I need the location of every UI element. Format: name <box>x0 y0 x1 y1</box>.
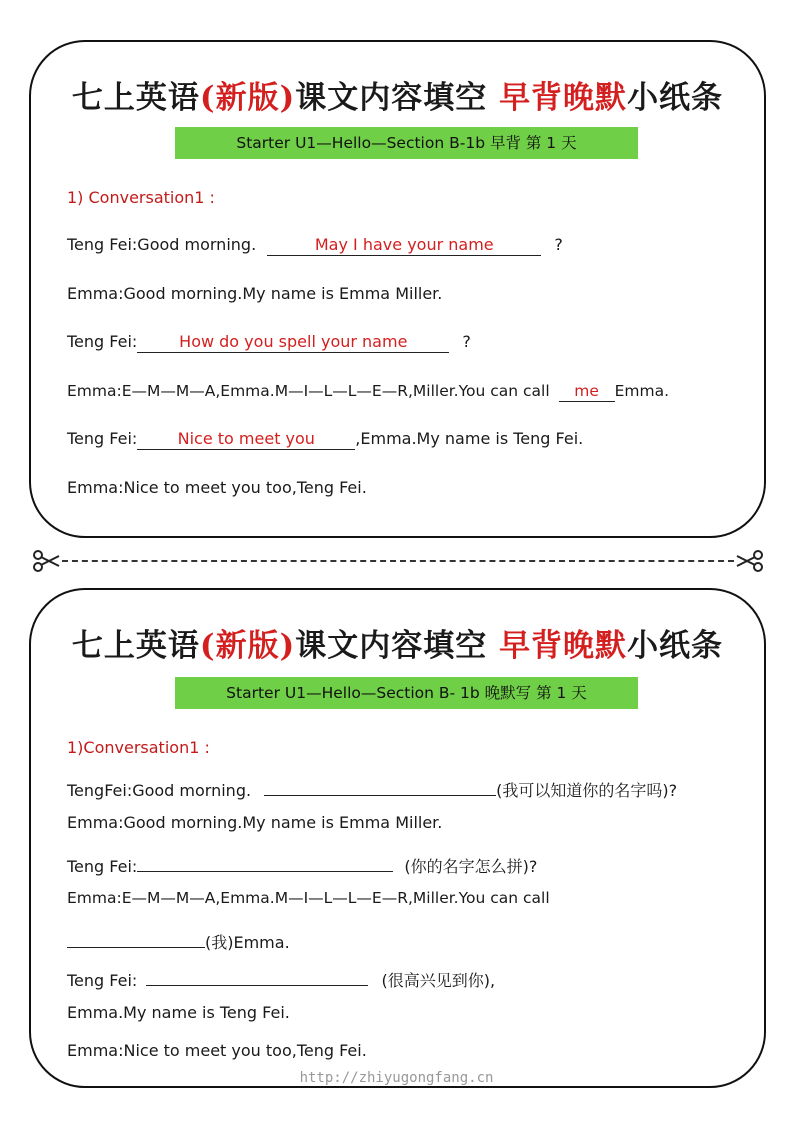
answer-blank[interactable] <box>146 965 368 986</box>
title-part: 七上英语 <box>71 80 200 116</box>
title-part-red: (新版) <box>199 628 296 664</box>
scissors-icon <box>32 549 60 573</box>
line-text: Teng Fei:Good morning. <box>67 235 257 254</box>
dashed-divider <box>62 560 734 562</box>
answer-blank: How do you spell your name <box>137 332 449 353</box>
source-url: http://zhiyugongfang.cn <box>299 1070 494 1086</box>
answer-blank: me <box>559 381 615 402</box>
title-part-red: 早背晚默 <box>499 80 628 116</box>
dialogue-line <box>67 429 583 450</box>
line-text: Teng Fei: <box>67 857 138 876</box>
line-text: (很高兴见到你), <box>381 971 496 990</box>
line-text: TengFei:Good morning. <box>67 781 252 800</box>
line-text: ,Emma.My name is Teng Fei. <box>355 429 584 448</box>
dialogue-line: Emma.My name is Teng Fei. <box>67 1003 290 1022</box>
card-title <box>31 72 764 117</box>
dialogue-line: Emma:Nice to meet you too,Teng Fei. <box>67 1041 367 1060</box>
dialogue-line: Emma:Good morning.My name is Emma Miller. <box>67 813 443 832</box>
dialogue-line: Emma:E—M—M—A,Emma.M—I—L—L—E—R,Miller.You can call <box>67 889 550 907</box>
dialogue-line <box>67 381 669 402</box>
title-part: 课文内容填空 <box>295 628 488 664</box>
answer-blank: Nice to meet you <box>137 429 355 450</box>
section-heading: 1)Conversation1 : <box>67 738 210 757</box>
answer-blank: May I have your name <box>267 235 541 256</box>
title-part: 七上英语 <box>71 628 200 664</box>
line-text: (你的名字怎么拼)? <box>404 857 538 876</box>
answer-blank[interactable] <box>137 851 393 872</box>
dialogue-line <box>67 965 495 991</box>
dialogue-line <box>67 235 563 256</box>
dialogue-line <box>67 775 677 801</box>
evening-card <box>29 588 766 1088</box>
answer-blank[interactable] <box>264 775 496 796</box>
answer-blank[interactable] <box>67 927 205 948</box>
line-text: (我)Emma. <box>205 933 290 952</box>
lesson-banner: Starter U1—Hello—Section B- 1b 晚默写 第 1 天 <box>175 677 638 709</box>
cut-line <box>32 549 764 573</box>
scissors-icon <box>736 549 764 573</box>
line-text: ? <box>554 235 563 254</box>
line-text: Teng Fei: <box>67 429 138 448</box>
line-text: ? <box>462 332 471 351</box>
line-text: (我可以知道你的名字吗)? <box>496 781 678 800</box>
section-heading: 1) Conversation1 : <box>67 188 215 207</box>
line-text: Teng Fei: <box>67 332 138 351</box>
line-text: Teng Fei: <box>67 971 143 990</box>
dialogue-line <box>67 927 290 953</box>
line-text: Emma. <box>614 382 670 400</box>
lesson-banner: Starter U1—Hello—Section B-1b 早背 第 1 天 <box>175 127 638 159</box>
title-part-red: 早背晚默 <box>499 628 628 664</box>
dialogue-line: Emma:Nice to meet you too,Teng Fei. <box>67 478 367 497</box>
dialogue-line <box>67 332 471 353</box>
dialogue-line: Emma:Good morning.My name is Emma Miller. <box>67 284 443 303</box>
title-part: 课文内容填空 <box>295 80 488 116</box>
title-part: 小纸条 <box>627 628 724 664</box>
line-text: Emma:E—M—M—A,Emma.M—I—L—L—E—R,Miller.You can call <box>67 382 550 400</box>
morning-card <box>29 40 766 538</box>
title-part-red: (新版) <box>199 80 296 116</box>
card-title <box>31 620 764 665</box>
title-part: 小纸条 <box>627 80 724 116</box>
dialogue-line <box>67 851 537 877</box>
